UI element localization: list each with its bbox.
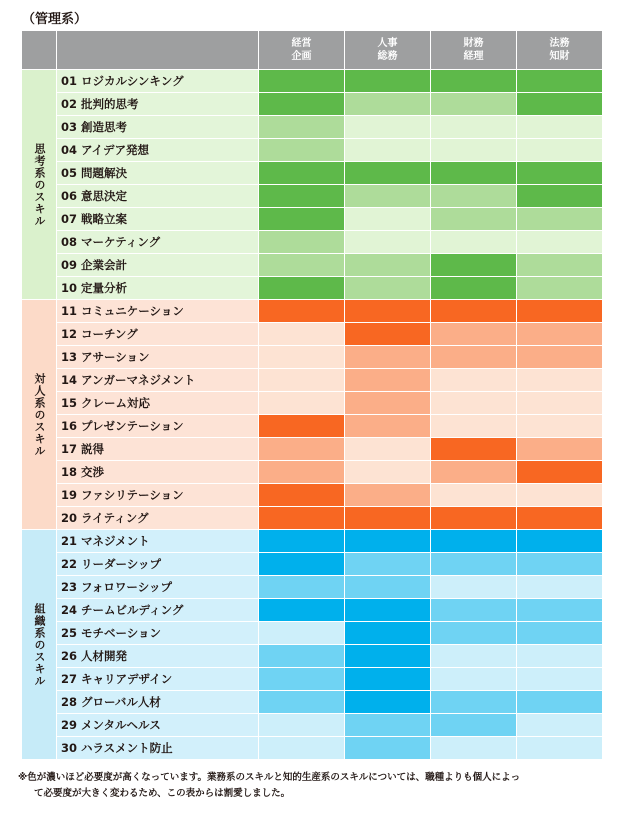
level-cell bbox=[431, 530, 517, 553]
table-row bbox=[22, 484, 603, 507]
level-cell bbox=[431, 461, 517, 484]
table-row bbox=[22, 208, 603, 231]
footnote bbox=[18, 770, 613, 802]
level-cell bbox=[259, 323, 345, 346]
column-header-line: 総務 bbox=[377, 51, 398, 62]
level-cell bbox=[259, 93, 345, 116]
table-row bbox=[22, 622, 603, 645]
category-label-interpersonal: 対人系のスキル bbox=[22, 300, 57, 530]
level-cell bbox=[259, 162, 345, 185]
level-cell bbox=[345, 553, 431, 576]
level-cell bbox=[431, 576, 517, 599]
table-row bbox=[22, 461, 603, 484]
level-cell bbox=[345, 392, 431, 415]
skill-name: 24 チームビルディング bbox=[57, 599, 259, 622]
level-cell bbox=[517, 392, 603, 415]
skill-name: 19 ファシリテーション bbox=[57, 484, 259, 507]
level-cell bbox=[345, 231, 431, 254]
level-cell bbox=[517, 645, 603, 668]
table-row bbox=[22, 300, 603, 323]
level-cell bbox=[517, 93, 603, 116]
skill-name: 02 批判的思考 bbox=[57, 93, 259, 116]
level-cell bbox=[431, 93, 517, 116]
table-row bbox=[22, 737, 603, 760]
level-cell bbox=[517, 70, 603, 93]
table-row bbox=[22, 599, 603, 622]
level-cell bbox=[345, 599, 431, 622]
level-cell bbox=[431, 70, 517, 93]
level-cell bbox=[517, 415, 603, 438]
level-cell bbox=[259, 530, 345, 553]
level-cell bbox=[517, 484, 603, 507]
level-cell bbox=[431, 645, 517, 668]
level-cell bbox=[431, 737, 517, 760]
column-header-zaimu bbox=[431, 31, 517, 70]
column-header-line: 法務 bbox=[549, 38, 570, 49]
level-cell bbox=[259, 737, 345, 760]
skill-name: 11 コミュニケーション bbox=[57, 300, 259, 323]
skill-name: 07 戦略立案 bbox=[57, 208, 259, 231]
level-cell bbox=[345, 346, 431, 369]
level-cell bbox=[259, 484, 345, 507]
level-cell bbox=[517, 622, 603, 645]
level-cell bbox=[431, 668, 517, 691]
level-cell bbox=[345, 254, 431, 277]
level-cell bbox=[345, 139, 431, 162]
column-header-keiei bbox=[259, 31, 345, 70]
table-row bbox=[22, 139, 603, 162]
level-cell bbox=[345, 507, 431, 530]
level-cell bbox=[345, 208, 431, 231]
level-cell bbox=[517, 668, 603, 691]
level-cell bbox=[431, 346, 517, 369]
level-cell bbox=[259, 714, 345, 737]
level-cell bbox=[431, 484, 517, 507]
level-cell bbox=[259, 622, 345, 645]
level-cell bbox=[259, 116, 345, 139]
level-cell bbox=[517, 461, 603, 484]
level-cell bbox=[431, 622, 517, 645]
level-cell bbox=[345, 277, 431, 300]
level-cell bbox=[431, 300, 517, 323]
level-cell bbox=[431, 507, 517, 530]
header-corner-cell bbox=[22, 31, 57, 70]
level-cell bbox=[259, 139, 345, 162]
level-cell bbox=[345, 300, 431, 323]
skill-name: 14 アンガーマネジメント bbox=[57, 369, 259, 392]
skill-name: 10 定量分析 bbox=[57, 277, 259, 300]
level-cell bbox=[517, 714, 603, 737]
level-cell bbox=[517, 162, 603, 185]
level-cell bbox=[431, 185, 517, 208]
level-cell bbox=[259, 392, 345, 415]
level-cell bbox=[517, 116, 603, 139]
level-cell bbox=[259, 507, 345, 530]
level-cell bbox=[259, 668, 345, 691]
table-row bbox=[22, 714, 603, 737]
table-row bbox=[22, 438, 603, 461]
column-header-houmu bbox=[517, 31, 603, 70]
level-cell bbox=[517, 323, 603, 346]
level-cell bbox=[345, 70, 431, 93]
level-cell bbox=[259, 553, 345, 576]
level-cell bbox=[431, 553, 517, 576]
table-row bbox=[22, 645, 603, 668]
level-cell bbox=[431, 231, 517, 254]
level-cell bbox=[345, 438, 431, 461]
skill-name: 04 アイデア発想 bbox=[57, 139, 259, 162]
skill-name: 30 ハラスメント防止 bbox=[57, 737, 259, 760]
skill-name: 18 交渉 bbox=[57, 461, 259, 484]
level-cell bbox=[517, 231, 603, 254]
level-cell bbox=[345, 185, 431, 208]
level-cell bbox=[259, 576, 345, 599]
skill-name: 29 メンタルヘルス bbox=[57, 714, 259, 737]
level-cell bbox=[345, 668, 431, 691]
level-cell bbox=[431, 369, 517, 392]
level-cell bbox=[345, 645, 431, 668]
table-row bbox=[22, 231, 603, 254]
level-cell bbox=[517, 576, 603, 599]
table-row bbox=[22, 369, 603, 392]
skill-name: 20 ライティング bbox=[57, 507, 259, 530]
level-cell bbox=[259, 231, 345, 254]
level-cell bbox=[517, 737, 603, 760]
skill-name: 22 リーダーシップ bbox=[57, 553, 259, 576]
table-row bbox=[22, 70, 603, 93]
level-cell bbox=[431, 162, 517, 185]
skill-name: 17 説得 bbox=[57, 438, 259, 461]
level-cell bbox=[345, 369, 431, 392]
skill-name: 08 マーケティング bbox=[57, 231, 259, 254]
column-header-line: 経営 bbox=[291, 38, 312, 49]
category-label-thinking: 思考系のスキル bbox=[22, 70, 57, 300]
level-cell bbox=[345, 576, 431, 599]
level-cell bbox=[345, 691, 431, 714]
level-cell bbox=[345, 162, 431, 185]
table-row bbox=[22, 346, 603, 369]
level-cell bbox=[517, 185, 603, 208]
level-cell bbox=[259, 415, 345, 438]
skill-name: 28 グローバル人材 bbox=[57, 691, 259, 714]
level-cell bbox=[431, 599, 517, 622]
table-row bbox=[22, 415, 603, 438]
skill-name: 21 マネジメント bbox=[57, 530, 259, 553]
page-title: （管理系） bbox=[22, 12, 88, 27]
level-cell bbox=[259, 645, 345, 668]
level-cell bbox=[431, 139, 517, 162]
level-cell bbox=[345, 93, 431, 116]
level-cell bbox=[345, 323, 431, 346]
skill-name: 15 クレーム対応 bbox=[57, 392, 259, 415]
column-header-line: 企画 bbox=[291, 51, 312, 62]
level-cell bbox=[517, 691, 603, 714]
level-cell bbox=[431, 415, 517, 438]
level-cell bbox=[345, 622, 431, 645]
table-row bbox=[22, 576, 603, 599]
level-cell bbox=[517, 599, 603, 622]
level-cell bbox=[259, 208, 345, 231]
skill-name: 06 意思決定 bbox=[57, 185, 259, 208]
level-cell bbox=[259, 438, 345, 461]
matrix-body bbox=[22, 70, 603, 760]
level-cell bbox=[517, 300, 603, 323]
level-cell bbox=[517, 530, 603, 553]
level-cell bbox=[259, 300, 345, 323]
skill-name: 05 問題解決 bbox=[57, 162, 259, 185]
level-cell bbox=[345, 737, 431, 760]
level-cell bbox=[259, 185, 345, 208]
skill-name: 25 モチベーション bbox=[57, 622, 259, 645]
skill-name: 13 アサーション bbox=[57, 346, 259, 369]
column-header-line: 知財 bbox=[549, 51, 570, 62]
level-cell bbox=[345, 415, 431, 438]
table-row bbox=[22, 254, 603, 277]
table-row bbox=[22, 116, 603, 139]
column-header-line: 財務 bbox=[463, 38, 484, 49]
footnote-line-1: ※色が濃いほど必要度が高くなっています。業務系のスキルと知的生産系のスキルについては、職種よりも個人によっ bbox=[18, 772, 521, 783]
level-cell bbox=[431, 438, 517, 461]
column-header-jinji bbox=[345, 31, 431, 70]
level-cell bbox=[517, 369, 603, 392]
level-cell bbox=[431, 714, 517, 737]
table-row bbox=[22, 162, 603, 185]
column-header-line: 人事 bbox=[377, 38, 398, 49]
level-cell bbox=[259, 369, 345, 392]
level-cell bbox=[431, 277, 517, 300]
skill-matrix-table bbox=[21, 30, 603, 760]
level-cell bbox=[345, 484, 431, 507]
level-cell bbox=[259, 599, 345, 622]
level-cell bbox=[259, 346, 345, 369]
level-cell bbox=[345, 714, 431, 737]
level-cell bbox=[431, 691, 517, 714]
table-row bbox=[22, 530, 603, 553]
level-cell bbox=[431, 323, 517, 346]
skill-name: 27 キャリアデザイン bbox=[57, 668, 259, 691]
level-cell bbox=[517, 346, 603, 369]
skill-name: 26 人材開発 bbox=[57, 645, 259, 668]
level-cell bbox=[259, 277, 345, 300]
level-cell bbox=[517, 208, 603, 231]
table-row bbox=[22, 553, 603, 576]
footnote-line-2: て必要度が大きく変わるため、この表からは割愛しました。 bbox=[34, 788, 291, 799]
table-row bbox=[22, 277, 603, 300]
level-cell bbox=[345, 116, 431, 139]
level-cell bbox=[431, 208, 517, 231]
level-cell bbox=[431, 392, 517, 415]
level-cell bbox=[517, 438, 603, 461]
skill-name: 03 創造思考 bbox=[57, 116, 259, 139]
level-cell bbox=[259, 461, 345, 484]
level-cell bbox=[431, 116, 517, 139]
skill-name: 09 企業会計 bbox=[57, 254, 259, 277]
table-row bbox=[22, 668, 603, 691]
level-cell bbox=[517, 277, 603, 300]
header-row bbox=[22, 31, 603, 70]
table-row bbox=[22, 507, 603, 530]
table-row bbox=[22, 185, 603, 208]
level-cell bbox=[517, 507, 603, 530]
table-row bbox=[22, 93, 603, 116]
category-label-organization: 組織系のスキル bbox=[22, 530, 57, 760]
header-skill-cell bbox=[57, 31, 259, 70]
skill-name: 23 フォロワーシップ bbox=[57, 576, 259, 599]
level-cell bbox=[259, 691, 345, 714]
skill-name: 12 コーチング bbox=[57, 323, 259, 346]
table-row bbox=[22, 691, 603, 714]
level-cell bbox=[517, 254, 603, 277]
table-row bbox=[22, 392, 603, 415]
level-cell bbox=[345, 530, 431, 553]
level-cell bbox=[431, 254, 517, 277]
level-cell bbox=[259, 254, 345, 277]
level-cell bbox=[345, 461, 431, 484]
skill-name: 01 ロジカルシンキング bbox=[57, 70, 259, 93]
level-cell bbox=[259, 70, 345, 93]
level-cell bbox=[517, 139, 603, 162]
level-cell bbox=[517, 553, 603, 576]
table-row bbox=[22, 323, 603, 346]
column-header-line: 経理 bbox=[463, 51, 484, 62]
skill-name: 16 プレゼンテーション bbox=[57, 415, 259, 438]
